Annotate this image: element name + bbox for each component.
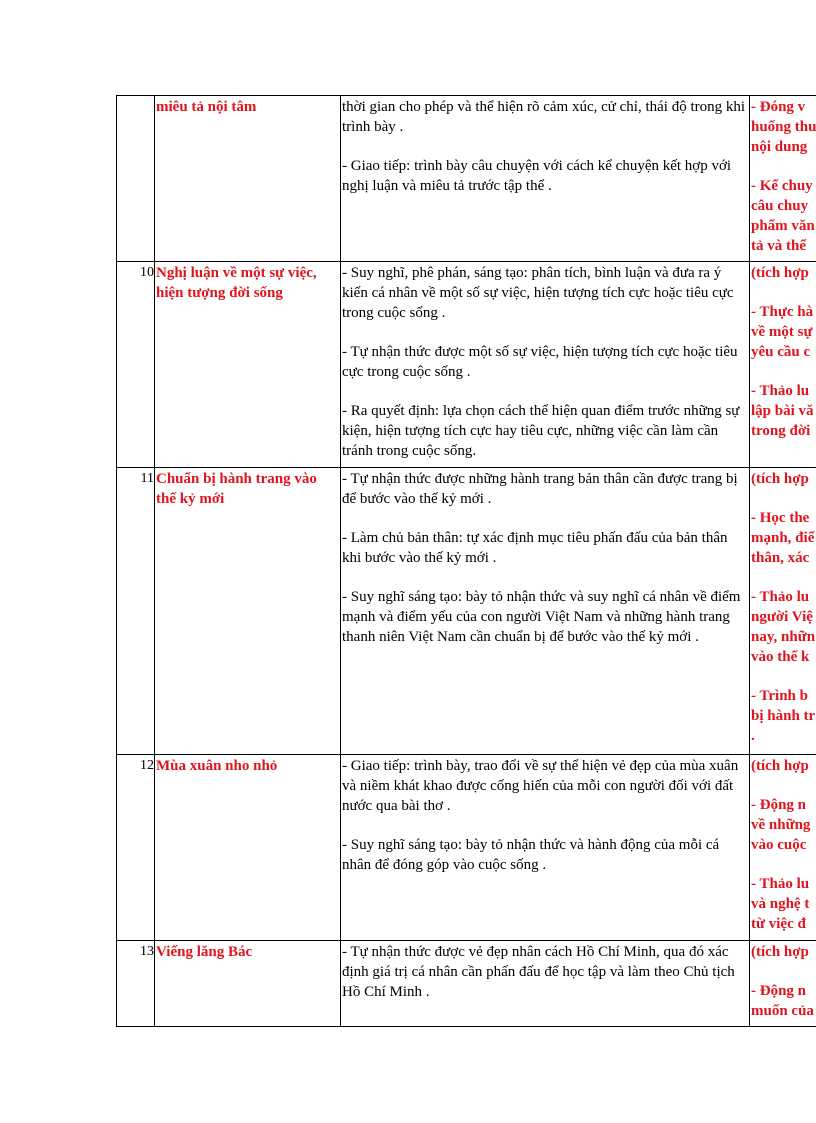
method-paragraph (751, 942, 816, 962)
skill-paragraph: - Suy nghĩ, phê phán, sáng tạo: phân tích, bình luận và đưa ra ý kiến cá nhân về một số sự việc, hiện tượng tích cực hoặc tiêu cực trong cuộc sống . (342, 265, 734, 321)
life-skills-cell (341, 468, 750, 755)
method-paragraph (751, 469, 816, 489)
method-line: . (751, 728, 755, 744)
method-line: muốn của (751, 1003, 814, 1019)
life-skills-cell (341, 941, 750, 1027)
lesson-number: 11 (117, 468, 155, 755)
skill-paragraph: - Suy nghĩ sáng tạo: bày tỏ nhận thức và hành động của mỗi cá nhân để đóng góp vào cuộc sống . (342, 837, 720, 873)
method-paragraph (751, 874, 816, 934)
skill-paragraph: - Tự nhận thức được vẻ đẹp nhân cách Hồ Chí Minh, qua đó xác định giá trị cá nhân cần phấn đấu để học tập và làm theo Chủ tịch Hồ Chí Minh . (342, 944, 735, 1000)
teaching-method-cell (750, 468, 816, 755)
life-skills-table (116, 95, 816, 1027)
method-line: vào cuộc (751, 837, 807, 853)
method-line: và nghệ t (751, 896, 810, 912)
lesson-title: Nghị luận về một sự việc, hiện tượng đời sống (155, 262, 341, 468)
teaching-method-cell (750, 96, 816, 262)
method-line: nội dung (751, 139, 808, 155)
method-line: nay, nhữn (751, 629, 816, 645)
method-line: - Thực hà (751, 304, 814, 320)
method-line: - Kể chuy (751, 178, 813, 194)
method-paragraph (751, 508, 816, 568)
skill-paragraph: - Suy nghĩ sáng tạo: bày tỏ nhận thức và suy nghĩ cá nhân về điểm mạnh và điểm yếu của con người Việt Nam và những hành trang thanh niên Việt Nam cần chuẩn bị để bước vào thế kỷ mới . (342, 589, 741, 645)
method-line: mạnh, điể (751, 530, 815, 546)
method-line: - Thảo lu (751, 876, 810, 892)
method-line: trong đời (751, 423, 811, 439)
method-paragraph (751, 176, 816, 256)
method-line: (tích hợp (751, 265, 809, 281)
method-line: - Động n (751, 797, 807, 813)
table-body (117, 96, 816, 1027)
life-skills-cell (341, 96, 750, 262)
method-line: yêu cầu c (751, 344, 811, 360)
lesson-number (117, 96, 155, 262)
method-line: - Thảo lu (751, 589, 810, 605)
method-line: - Thảo lu (751, 383, 810, 399)
method-line: tả và thể (751, 238, 806, 254)
method-line: - Học the (751, 510, 810, 526)
method-line: phẩm văn (751, 218, 815, 234)
method-line: người Việ (751, 609, 813, 625)
method-line: (tích hợp (751, 471, 809, 487)
skill-paragraph: - Ra quyết định: lựa chọn cách thể hiện quan điểm trước những sự kiện, hiện tượng tích cực hay tiêu cực, những việc cần làm cần tránh trong cuộc sống. (342, 403, 740, 459)
method-line: - Động n (751, 983, 807, 999)
method-line: về những (751, 817, 811, 833)
table-row (117, 468, 816, 755)
method-line: - Trình b (751, 688, 808, 704)
method-paragraph (751, 795, 816, 855)
method-line: - Đóng v (751, 99, 806, 115)
lesson-number: 13 (117, 941, 155, 1027)
method-paragraph (751, 587, 816, 667)
lesson-title: Viếng lăng Bác (155, 941, 341, 1027)
method-paragraph (751, 756, 816, 776)
teaching-method-cell (750, 941, 816, 1027)
lesson-number: 12 (117, 755, 155, 941)
method-paragraph (751, 302, 816, 362)
method-line: (tích hợp (751, 758, 809, 774)
skill-paragraph: - Giao tiếp: trình bày, trao đổi về sự thể hiện vẻ đẹp của mùa xuân và niềm khát khao được cống hiến của mỗi con người đối với đất nước qua bài thơ . (342, 758, 739, 814)
method-paragraph (751, 981, 816, 1021)
lesson-number: 10 (117, 262, 155, 468)
skill-paragraph: thời gian cho phép và thể hiện rõ cảm xúc, cử chỉ, thái độ trong khi trình bày . (342, 99, 746, 135)
skill-paragraph: - Làm chủ bản thân: tự xác định mục tiêu phấn đấu của bản thân khi bước vào thế kỷ mới . (342, 530, 728, 566)
table-row (117, 941, 816, 1027)
teaching-method-cell (750, 262, 816, 468)
method-line: câu chuy (751, 198, 809, 214)
lesson-title: Chuẩn bị hành trang vào thế kỷ mới (155, 468, 341, 755)
method-line: vào thế k (751, 649, 810, 665)
method-line: (tích hợp (751, 944, 809, 960)
table-row (117, 96, 816, 262)
teaching-method-cell (750, 755, 816, 941)
method-line: bị hành tr (751, 708, 816, 724)
method-paragraph (751, 686, 816, 746)
method-paragraph (751, 97, 816, 157)
life-skills-cell (341, 262, 750, 468)
method-line: lập bài vă (751, 403, 814, 419)
method-line: từ việc đ (751, 916, 806, 932)
lesson-title: miêu tả nội tâm (155, 96, 341, 262)
method-line: huống thu (751, 119, 816, 135)
skill-paragraph: - Giao tiếp: trình bày câu chuyện với cách kể chuyện kết hợp với nghị luận và miêu tả trước tập thể . (342, 158, 732, 194)
skill-paragraph: - Tự nhận thức được một số sự việc, hiện tượng tích cực hoặc tiêu cực trong cuộc sống . (342, 344, 738, 380)
method-line: về một sự (751, 324, 813, 340)
method-line: thân, xác (751, 550, 810, 566)
method-paragraph (751, 381, 816, 441)
table-row (117, 755, 816, 941)
method-paragraph (751, 263, 816, 283)
skill-paragraph: - Tự nhận thức được những hành trang bản thân cần được trang bị để bước vào thế kỷ mới . (342, 471, 738, 507)
lesson-title: Mùa xuân nho nhỏ (155, 755, 341, 941)
table-row (117, 262, 816, 468)
life-skills-cell (341, 755, 750, 941)
